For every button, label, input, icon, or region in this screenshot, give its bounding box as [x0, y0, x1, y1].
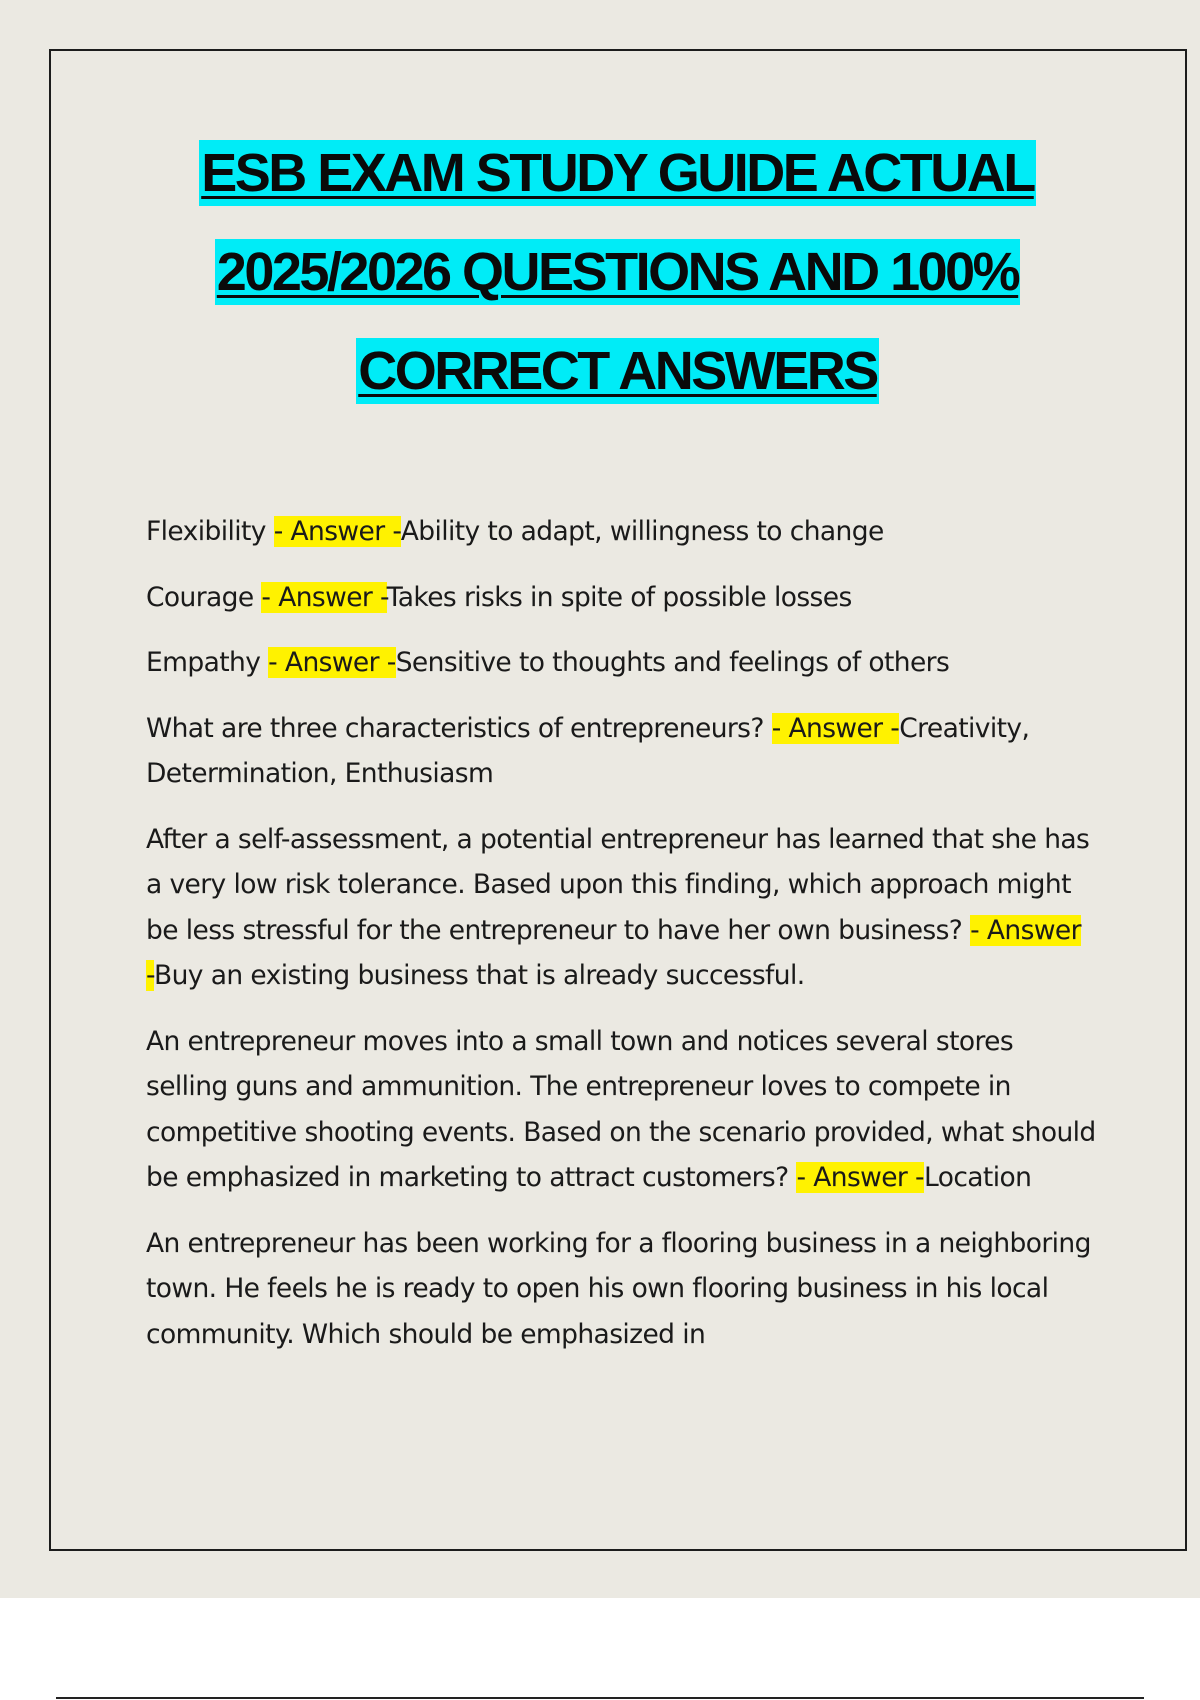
title-line-2: 2025/2026 QUESTIONS AND 100% — [215, 239, 1020, 305]
answer-text: Buy an existing business that is already successful. — [154, 960, 805, 991]
answer-text: Takes risks in spite of possible losses — [386, 581, 852, 613]
answer-marker: - Answer - — [146, 914, 1081, 991]
answer-text: Location — [924, 1162, 1032, 1193]
question-text: An entrepreneur has been working for a flooring business in a neighboring town. He feels he is ready to open his own flooring business in his local community. Which should be emphasized in — [146, 1227, 1091, 1350]
qa-item — [146, 575, 1096, 621]
qa-list — [146, 509, 1096, 1377]
qa-item — [146, 640, 1096, 686]
answer-text: Ability to adapt, willingness to change — [400, 516, 884, 547]
document-title — [60, 140, 1175, 437]
question-text: Empathy — [146, 647, 269, 678]
qa-item — [146, 817, 1096, 999]
qa-item — [146, 706, 1096, 797]
question-text: An entrepreneur moves into a small town and notices several stores selling guns and ammunition. The entrepreneur loves to compete in competitive shooting events. Based on the scenario provided, what should be emphasized in marketing to attract customers? — [146, 1025, 1096, 1193]
question-text: After a self-assessment, a potential entrepreneur has learned that she has a very low risk tolerance. Based upon this finding, which approach might be less stressful for the entrepreneur to have her own business? — [146, 823, 1090, 946]
question-text: What are three characteristics of entrepreneurs? — [146, 712, 772, 744]
question-text: Courage — [146, 581, 262, 613]
answer-marker: - Answer - — [268, 647, 396, 678]
qa-item — [146, 1019, 1096, 1201]
answer-text: Sensitive to thoughts and feelings of others — [395, 647, 950, 678]
qa-item — [146, 509, 1096, 555]
answer-marker: - Answer - — [771, 712, 900, 744]
title-line-1: ESB EXAM STUDY GUIDE ACTUAL — [199, 140, 1036, 206]
answer-marker: - Answer - — [796, 1162, 925, 1193]
title-line-3: CORRECT ANSWERS — [356, 338, 879, 404]
answer-marker: - Answer - — [261, 581, 387, 613]
answer-marker: - Answer - — [273, 516, 401, 547]
answer-text: Creativity, Determination, Enthusiasm — [146, 712, 1030, 789]
question-text: Flexibility — [146, 516, 274, 547]
footer-rule — [56, 1697, 1144, 1699]
qa-item-partial — [146, 1221, 1096, 1358]
